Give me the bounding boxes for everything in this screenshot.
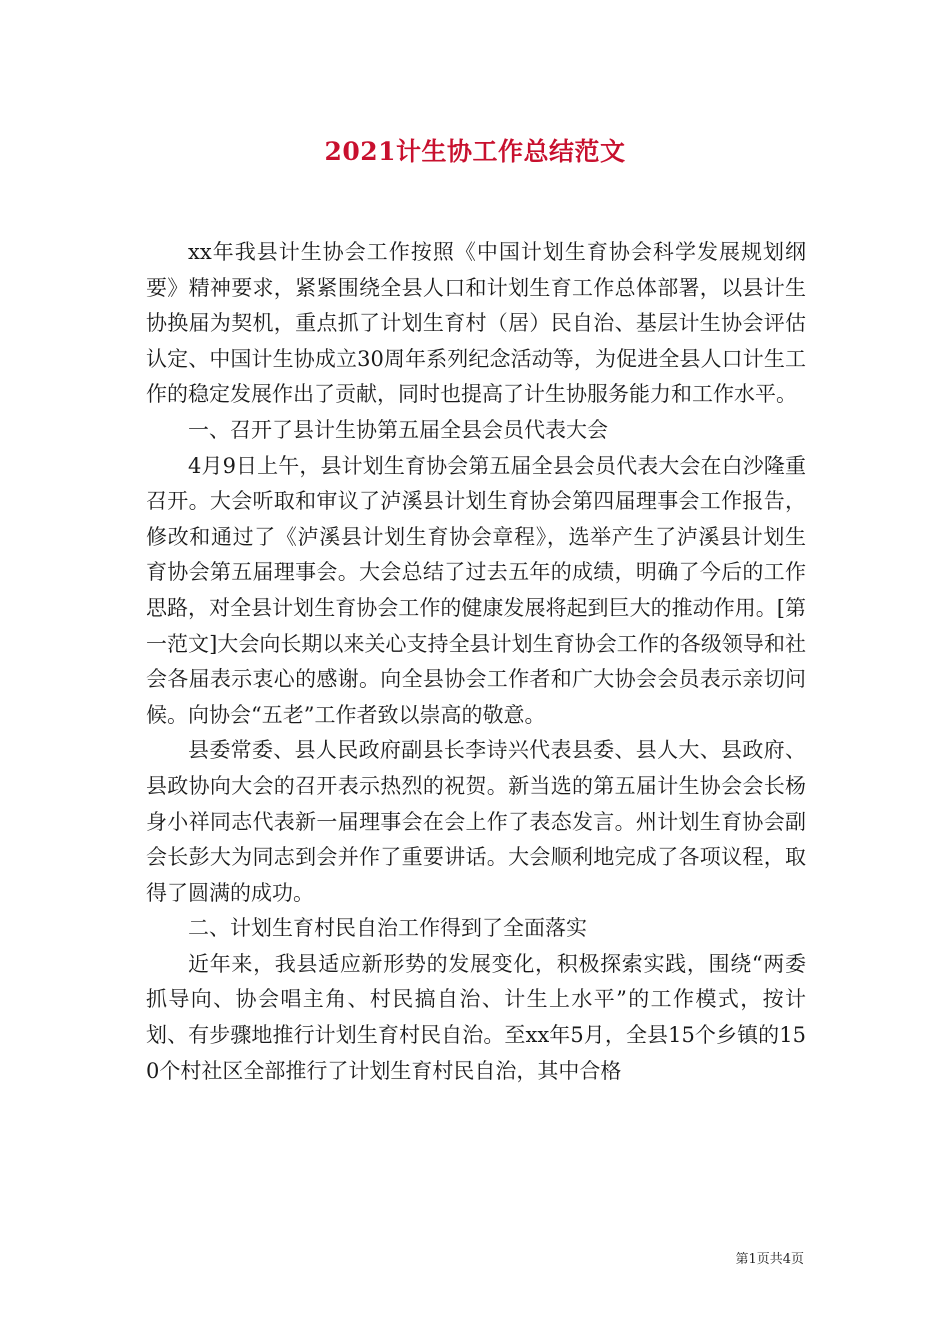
document-title: 2021计生协工作总结范文 bbox=[324, 137, 626, 166]
document-body bbox=[146, 235, 806, 1089]
section-heading-1: 一、召开了县计生协第五届全县会员代表大会 bbox=[188, 417, 608, 442]
page-number-footer: 第1页共4页 bbox=[735, 1252, 804, 1267]
section-heading-2: 二、计划生育村民自治工作得到了全面落实 bbox=[188, 916, 587, 941]
paragraph-intro: xx年我县计生协会工作按照《中国计划生育协会科学发展规划纲要》精神要求，紧紧围绕全县人口和计划生育工作总体部署，以县计生协换届为契机，重点抓了计划生育村（居）民自治、基层计生协会评估认定、中国计生协成立30周年系列纪念活动等，为促进全县人口计生工作的稳定发展作出了贡献，同时也提高了计生协服务能力和工作水平。 bbox=[146, 240, 806, 407]
paragraph-section-2a: 近年来，我县适应新形势的发展变化，积极探索实践，围绕“两委抓导向、协会唱主角、村民搞自治、计生上水平”的工作模式，按计划、有步骤地推行计划生育村民自治。至xx年5月，全县15个乡镇的150个村社区全部推行了计划生育村民自治，其中合格 bbox=[146, 951, 806, 1083]
paragraph-section-1b: 县委常委、县人民政府副县长李诗兴代表县委、县人大、县政府、县政协向大会的召开表示热烈的祝贺。新当选的第五届计生协会会长杨身小祥同志代表新一届理事会在会上作了表态发言。州计划生育协会副会长彭大为同志到会并作了重要讲话。大会顺利地完成了各项议程，取得了圆满的成功。 bbox=[146, 738, 806, 905]
paragraph-section-1a: 4月9日上午，县计划生育协会第五届全县会员代表大会在白沙隆重召开。大会听取和审议了泸溪县计划生育协会第四届理事会工作报告，修改和通过了《泸溪县计划生育协会章程》，选举产生了泸溪县计划生育协会第五届理事会。大会总结了过去五年的成绩，明确了今后的工作思路，对全县计划生育协会工作的健康发展将起到巨大的推动作用。[第一范文]大会向长期以来关心支持全县计划生育协会工作的各级领导和社会各届表示衷心的感谢。向全县协会工作者和广大协会会员表示亲切问候。向协会“五老”工作者致以崇高的敬意。 bbox=[146, 453, 806, 727]
